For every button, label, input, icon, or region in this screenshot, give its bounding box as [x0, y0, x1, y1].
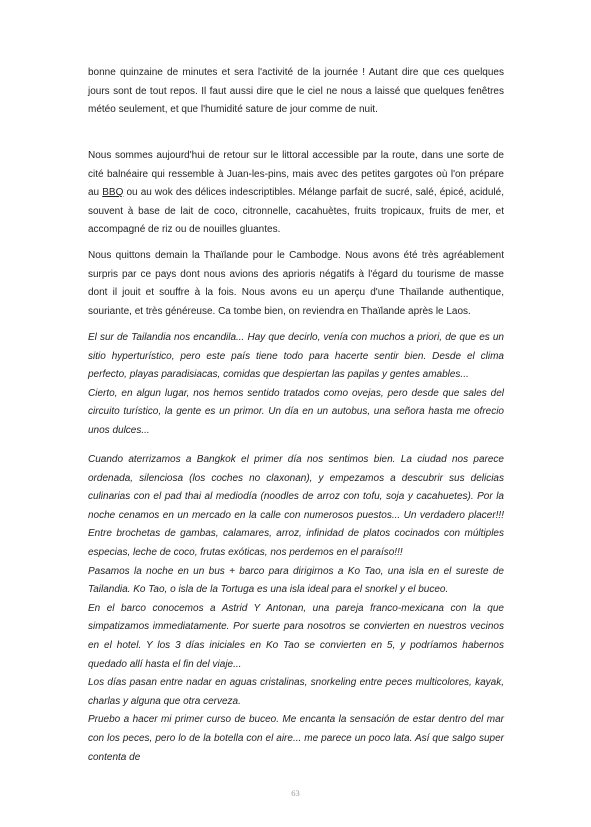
paragraph-group-es-2: [88, 451, 504, 767]
paragraph-text: Nous quittons demain la Thaïlande pour le Cambodge. Nous avons été très agréablement surpris par ce pays dont nous avions des aprioris négatifs à l'égard du tourisme de masse dont il jouit et souffre à la fois. Nous avons eu un aperçu d'une Thaïlande authentique, souriante, et très généreuse. Ca tombe bien, on reviendra en Thaïlande après le Laos.: [88, 250, 504, 317]
paragraph-text: Cuando aterrizamos a Bangkok el primer día nos sentimos bien. La ciudad nos parece ordenada, silenciosa (los coches no claxonan), y empezamos a descubrir sus delicias culinarias con el pad thai al mediodía (noodles de arroz con tofu, soja y cacahuetes). Por la noche cenamos en un mercado en la calle con numerosos puestos... Un verdadero placer!!! Entre brochetas de gambas, calamares, arroz, infinidad de platos cocinados con múltiples especias, leche de coco, frutas exóticas, nos perdemos en el paraíso!!!: [88, 454, 504, 558]
page-number: 63: [291, 788, 300, 798]
paragraph-text-part: Nous sommes aujourd'hui de retour sur le littoral accessible par la route, dans une sorte de cité balnéaire qui ressemble à Juan-les-pins, mais avec des petites gargotes où l'on prépare au: [88, 150, 504, 199]
underlined-word: BBQ: [102, 187, 124, 199]
paragraph-text: Cierto, en algun lugar, nos hemos sentido tratados como ovejas, pero desde que sales del circuito turístico, la gente es un primor. Un día en un autobus, una señora hasta me ofrecio unos dulces...: [88, 387, 504, 436]
paragraph-fr-1: [88, 64, 504, 120]
paragraph-text: [88, 147, 504, 240]
paragraph-fr-2: [88, 147, 504, 240]
paragraph-text: El sur de Tailandia nos encandila... Hay que decirlo, venía con muchos a priori, de que es un sitio hyperturístico, pero este país tiene todo para hacerte sentir bien. Desde el clima perfecto, playas paradisiacas, comidas que despiertan las papilas y gentes amables...: [88, 332, 504, 381]
paragraph-group-es-1: [88, 329, 504, 441]
paragraph-text: Pasamos la noche en un bus + barco para dirigirnos a Ko Tao, una isla en el sureste de Tailandia. Ko Tao, o isla de la Tortuga es una isla ideal para el snorkel y el buceo.: [88, 565, 504, 596]
paragraph-text: bonne quinzaine de minutes et sera l'activité de la journée ! Autant dire que ces quelques jours sont de tout repos. Il faut aussi dire que le ciel ne nous a laissé que quelques fenêtres météo seulement, et que l'humidité sature de jour comme de nuit.: [88, 67, 504, 116]
paragraph-text: Los días pasan entre nadar en aguas cristalinas, snorkeling entre peces multicolores, kayak, charlas y alguna que otra cerveza.: [88, 677, 504, 707]
paragraph-text: Pruebo a hacer mi primer curso de buceo. Me encanta la sensación de estar dentro del mar con los peces, pero lo de la botella con el aire... me parece un poco lata. Así que salgo super contenta de: [88, 714, 504, 763]
paragraph-text-part: ou au wok des délices indescriptibles. Mélange parfait de sucré, salé, épicé, acidulé, souvent à base de lait de coco, citronnelle, cacahuètes, fruits tropicaux, fruits de mer, et accompagné de riz ou de nouilles gluantes.: [88, 187, 504, 236]
paragraph-text: En el barco conocemos a Astrid Y Antonan, una pareja franco-mexicana con la que simpatizamos immediatamente. Por suerte para nosotros se convierten en nuestros vecinos en el hotel. Y los 3 días iniciales en Ko Tao se convierten en 5, y podríamos habernos quedado allí hasta el fin del viaje...: [88, 602, 504, 670]
paragraph-fr-3: [88, 247, 504, 321]
